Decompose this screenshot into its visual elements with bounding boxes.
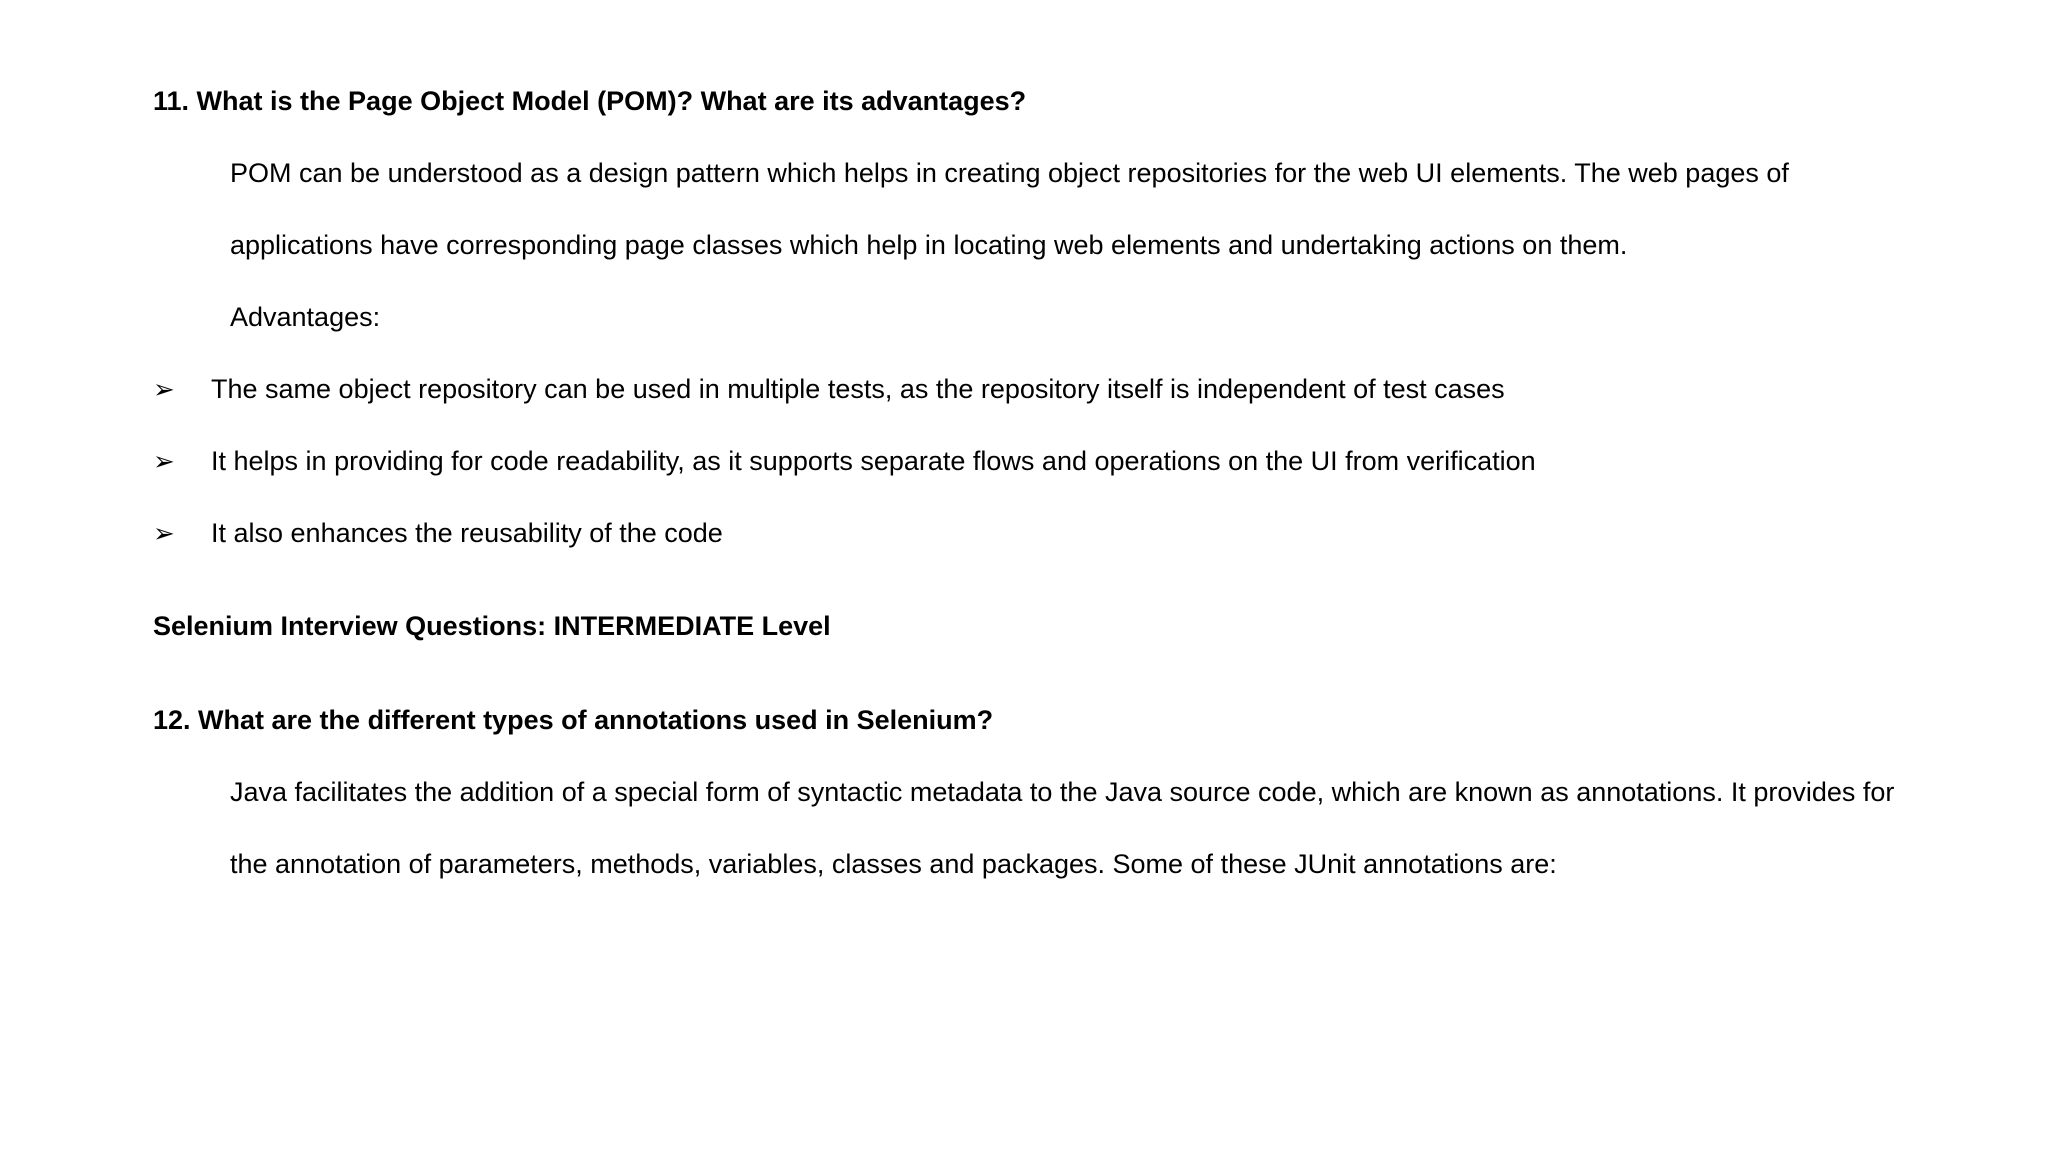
arrow-bullet-icon: ➢ bbox=[153, 446, 175, 476]
arrow-bullet-icon: ➢ bbox=[153, 518, 175, 548]
advantage-item-3: It also enhances the reusability of the code bbox=[211, 518, 723, 548]
question-12-paragraph-line-1: Java facilitates the addition of a special form of syntactic metadata to the Java source code, which are known as annotations. It provides for bbox=[230, 777, 1895, 807]
advantage-item-1: The same object repository can be used in multiple tests, as the repository itself is independent of test cases bbox=[211, 374, 1505, 404]
question-12-title: 12. What are the different types of annotations used in Selenium? bbox=[153, 705, 994, 735]
advantages-label: Advantages: bbox=[230, 302, 381, 332]
question-11-paragraph-line-2: applications have corresponding page classes which help in locating web elements and undertaking actions on them. bbox=[230, 230, 1628, 260]
question-12-paragraph-line-2: the annotation of parameters, methods, variables, classes and packages. Some of these JUnit annotations are: bbox=[230, 849, 1557, 879]
arrow-bullet-icon: ➢ bbox=[153, 374, 175, 404]
advantage-item-2: It helps in providing for code readability, as it supports separate flows and operations on the UI from verification bbox=[211, 446, 1536, 476]
question-11-paragraph-line-1: POM can be understood as a design pattern which helps in creating object repositories for the web UI elements. The web pages of bbox=[230, 158, 1789, 188]
question-11-title: 11. What is the Page Object Model (POM)? What are its advantages? bbox=[153, 86, 1027, 116]
section-heading: Selenium Interview Questions: INTERMEDIATE Level bbox=[153, 611, 831, 641]
